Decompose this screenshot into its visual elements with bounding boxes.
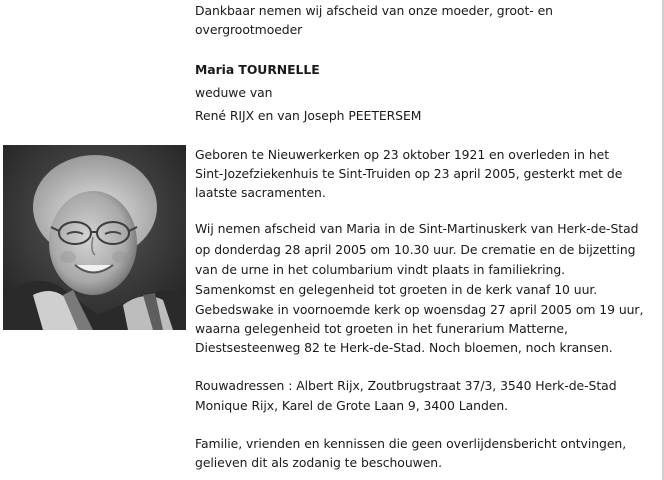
birth-death-line-1: Geboren te Nieuwerkerken op 23 oktober 1921 en overleden in het	[195, 147, 610, 162]
portrait-photo	[3, 145, 186, 330]
addresses-line-1: Rouwadressen : Albert Rijx, Zoutbrugstraat 37/3, 3540 Herk-de-Stad	[195, 378, 617, 393]
spouses: René RIJX en van Joseph PEETERSEM	[195, 108, 422, 123]
ceremony-line-5: Gebedswake in voornoemde kerk op woensdag 27 april 2005 om 19 uur,	[195, 302, 644, 317]
ceremony-line-1: Wij nemen afscheid van Maria in de Sint-Martinuskerk van Herk-de-Stad	[195, 221, 639, 236]
ceremony-line-7: Diestsesteenweg 82 te Herk-de-Stad. Noch bloemen, noch kransen.	[195, 340, 613, 355]
ceremony-line-4: Samenkomst en gelegenheid tot groeten in de kerk vanaf 10 uur.	[195, 282, 598, 297]
ceremony-line-3: van de urne in het columbarium vindt plaats in familiekring.	[195, 262, 566, 277]
portrait-image	[3, 145, 186, 330]
closing-line-1: Familie, vrienden en kennissen die geen overlijdensbericht ontvingen,	[195, 436, 627, 451]
deceased-name: Maria TOURNELLE	[195, 62, 320, 77]
birth-death-line-3: laatste sacramenten.	[195, 185, 326, 200]
ceremony-line-2: op donderdag 28 april 2005 om 10.30 uur. De crematie en de bijzetting	[195, 242, 636, 257]
widow-label: weduwe van	[195, 85, 273, 100]
closing-line-2: gelieven dit als zodanig te beschouwen.	[195, 455, 442, 470]
intro-line-2: overgrootmoeder	[195, 22, 303, 37]
birth-death-line-2: Sint-Jozefziekenhuis te Sint-Truiden op 23 april 2005, gesterkt met de	[195, 166, 623, 181]
addresses-line-2: Monique Rijx, Karel de Grote Laan 9, 3400 Landen.	[195, 398, 509, 413]
ceremony-line-6: waarna gelegenheid tot groeten in het funerarium Matterne,	[195, 321, 568, 336]
intro-line-1: Dankbaar nemen wij afscheid van onze moeder, groot- en	[195, 3, 553, 18]
